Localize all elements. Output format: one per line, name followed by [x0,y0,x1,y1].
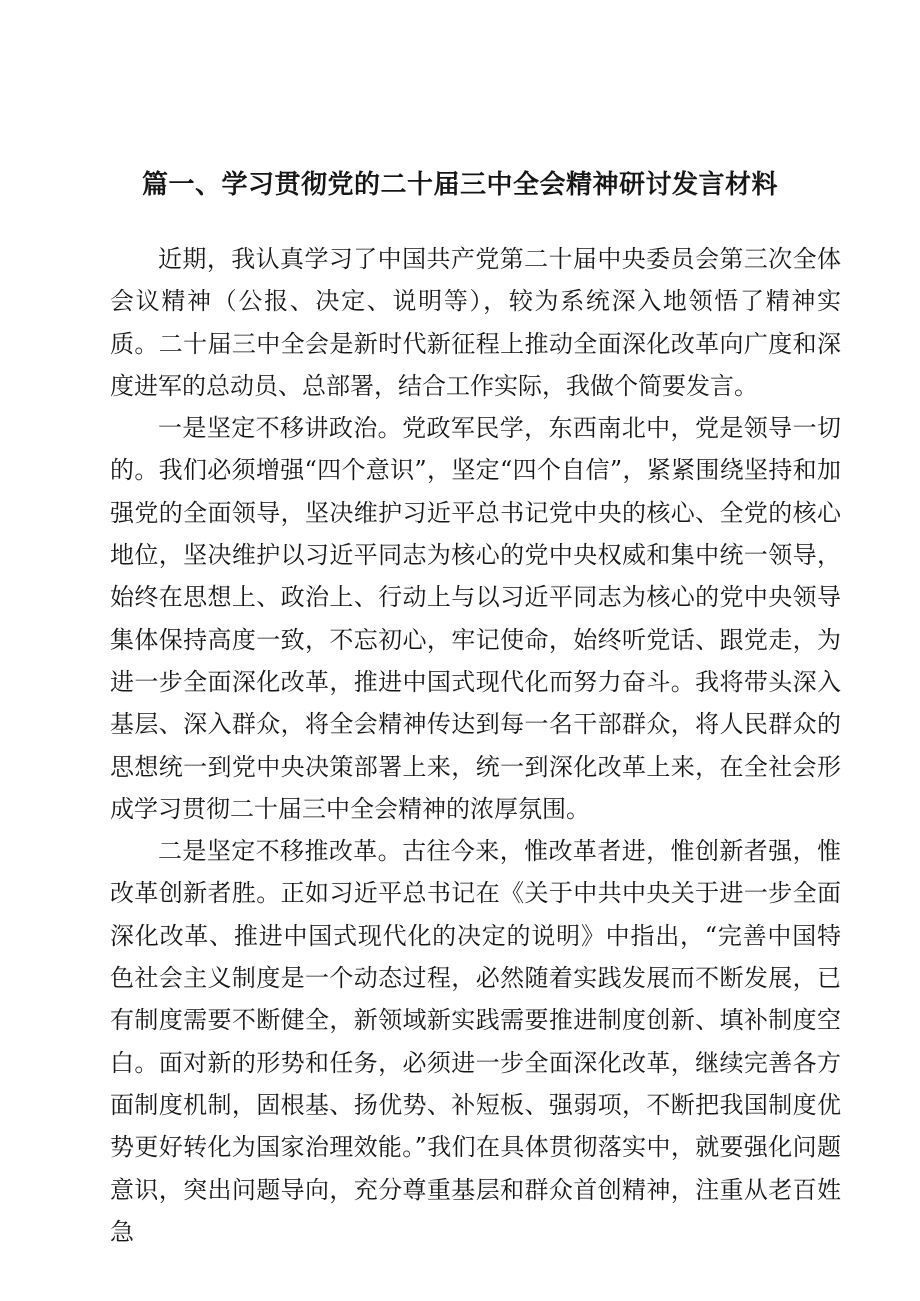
document-title: 篇一、学习贯彻党的二十届三中全会精神研讨发言材料 [141,170,778,200]
document-body [110,238,841,1253]
paragraph-intro: 近期，我认真学习了中国共产党第二十届中央委员会第三次全体会议精神（公报、决定、说明等），较为系统深入地领悟了精神实质。二十届三中全会是新时代新征程上推动全面深化改革向广度和深度进军的总动员、总部署，结合工作实际，我做个简要发言。 [110,245,841,400]
paragraph-politics: 一是坚定不移讲政治。党政军民学，东西南北中，党是领导一切的。我们必须增强“四个意识”，坚定“四个自信”，紧紧围绕坚持和加强党的全面领导，坚决维护习近平总书记党中央的核心、全党的核心地位，坚决维护以习近平同志为核心的党中央权威和集中统一领导，始终在思想上、政治上、行动上与以习近平同志为核心的党中央领导集体保持高度一致，不忘初心，牢记使命，始终听党话、跟党走，为进一步全面深化改革，推进中国式现代化而努力奋斗。我将带头深入基层、深入群众，将全会精神传达到每一名干部群众，将人民群众的思想统一到党中央决策部署上来，统一到深化改革上来，在全社会形成学习贯彻二十届三中全会精神的浓厚氛围。 [110,414,841,823]
paragraph-reform: 二是坚定不移推改革。古往今来，惟改革者进，惟创新者强，惟改革创新者胜。正如习近平总书记在《关于中共中央关于进一步全面深化改革、推进中国式现代化的决定的说明》中指出，“完善中国特色社会主义制度是一个动态过程，必然随着实践发展而不断发展，已有制度需要不断健全，新领域新实践需要推进制度创新、填补制度空白。面对新的形势和任务，必须进一步全面深化改革，继续完善各方面制度机制，固根基、扬优势、补短板、强弱项，不断把我国制度优势更好转化为国家治理效能。”我们在具体贯彻落实中，就要强化问题意识，突出问题导向，充分尊重基层和群众首创精神，注重从老百姓急 [110,837,841,1246]
